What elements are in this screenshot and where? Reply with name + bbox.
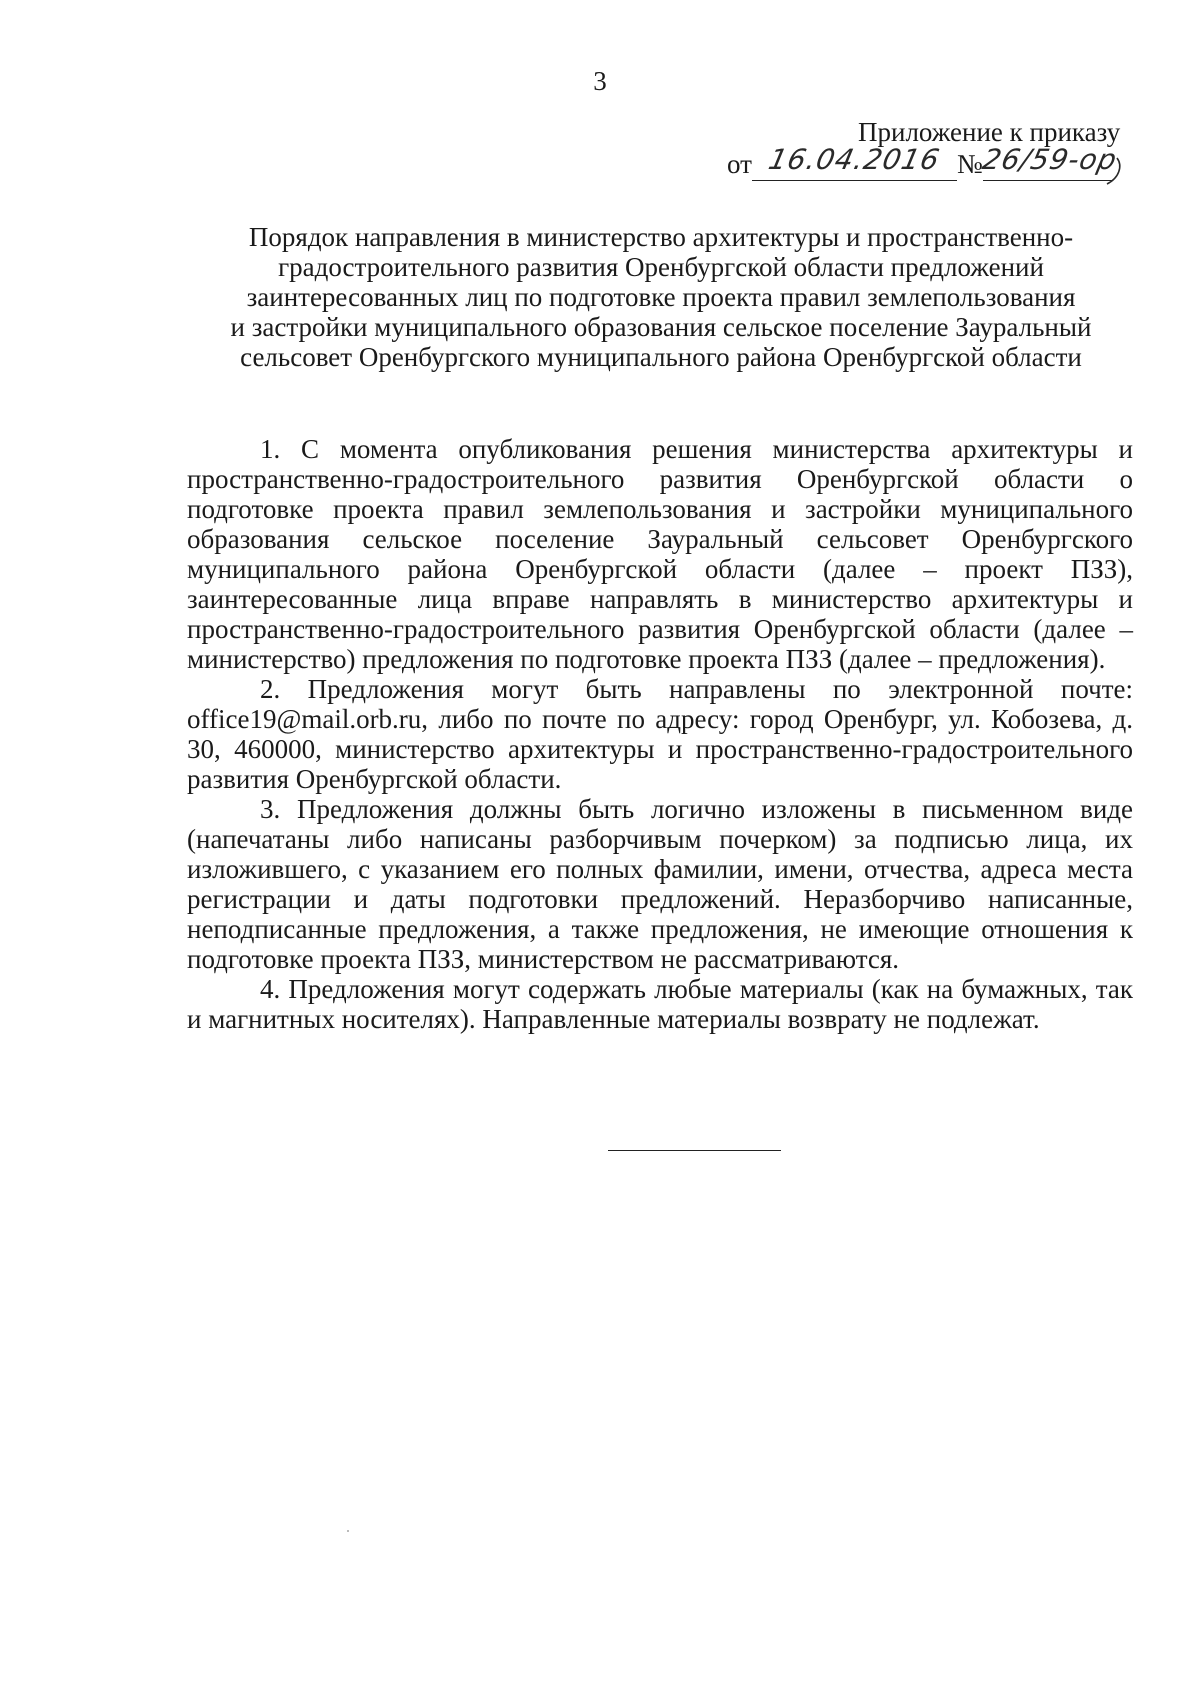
title-line: и застройки муниципального образования сельское поселение Зауральный <box>230 312 1092 342</box>
order-reference <box>727 143 1121 181</box>
clause-2: 2. Предложения могут быть направлены по электронной почте: office19@mail.orb.ru, либо по почте по адресу: город Оренбург, ул. Кобозева, д. 30, 460000, министерство архитектуры и пространственно-градостроительного развития Оренбургской области. <box>187 674 1133 794</box>
clause-1: 1. С момента опубликования решения министерства архитектуры и пространственно-градостроительного развития Оренбургской области о подготовке проекта правил землепользования и застройки муниципального образования сельское поселение Зауральный сельсовет Оренбургского муниципального района Оренбургской области (далее – проект ПЗЗ), заинтересованные лица вправе направлять в министерство архитектуры и пространственно-градостроительного развития Оренбургской области (далее – министерство) предложения по подготовке проекта ПЗЗ (далее – предложения). <box>187 434 1133 674</box>
attachment-heading: Приложение к приказу <box>858 117 1121 147</box>
order-number-handwritten: 26/59-ор <box>979 143 1121 176</box>
order-number-sign: № <box>956 149 983 179</box>
title-line: заинтересованных лиц по подготовке проекта правил землепользования <box>246 282 1076 312</box>
order-number-field <box>979 143 1121 181</box>
document-body <box>187 434 1133 1034</box>
page-number: 3 <box>593 66 607 96</box>
document-title <box>190 222 1132 372</box>
order-date-field <box>752 143 957 181</box>
scan-speck <box>347 1530 349 1532</box>
title-line: градостроительного развития Оренбургской области предложений <box>278 252 1044 282</box>
clause-4: 4. Предложения могут содержать любые материалы (как на бумажных, так и магнитных носителях). Направленные материалы возврату не подлежат. <box>187 974 1133 1034</box>
order-date-prefix: от <box>727 149 752 179</box>
end-of-document-rule <box>608 1150 781 1151</box>
clause-3: 3. Предложения должны быть логично изложены в письменном виде (напечатаны либо написаны разборчивым почерком) за подписью лица, их изложившего, с указанием его полных фамилии, имени, отчества, адреса места регистрации и даты подготовки предложений. Неразборчиво написанные, неподписанные предложения, а также предложения, не имеющие отношения к подготовке проекта ПЗЗ, министерством не рассматриваются. <box>187 794 1133 974</box>
handwriting-stroke-icon <box>1099 156 1125 186</box>
order-date-handwritten: 16.04.2016 <box>765 143 944 176</box>
title-line: Порядок направления в министерство архитектуры и пространственно- <box>248 222 1074 252</box>
title-line: сельсовет Оренбургского муниципального района Оренбургской области <box>240 342 1082 372</box>
